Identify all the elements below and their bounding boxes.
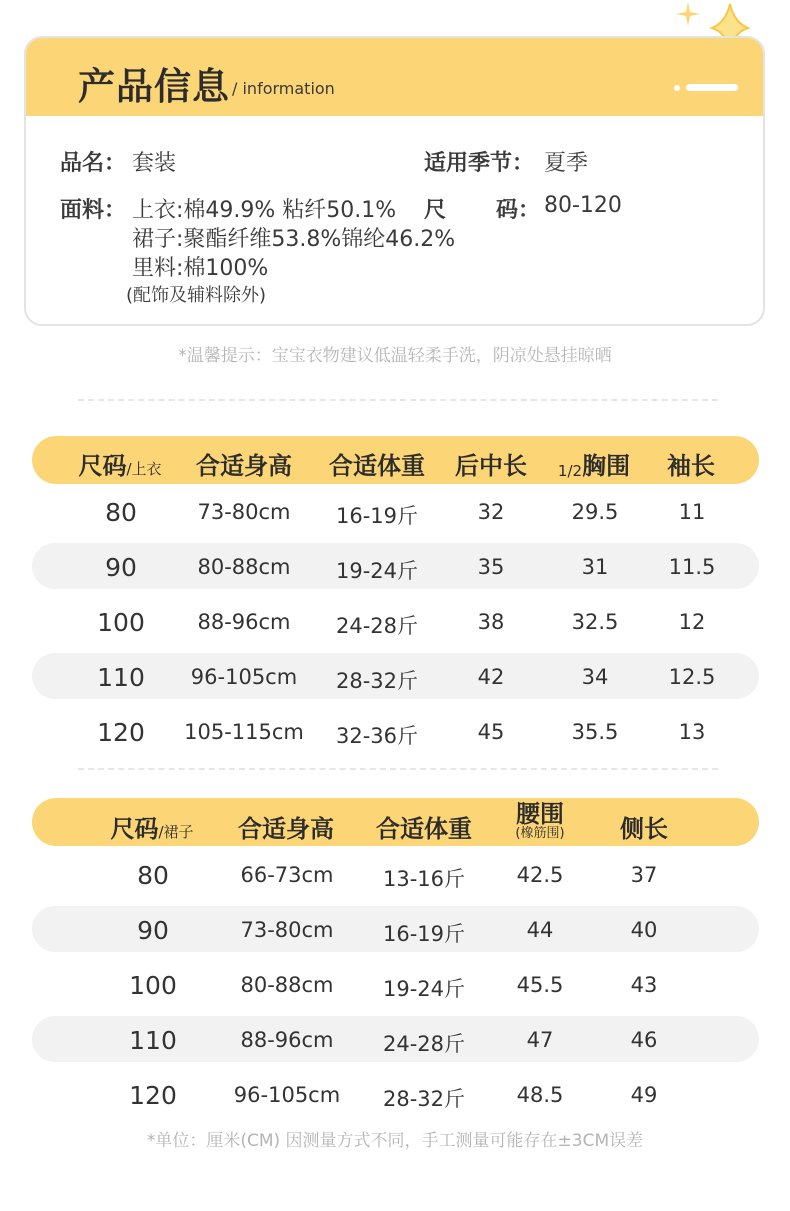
table-cell: 29.5 bbox=[571, 500, 619, 524]
table-cell: 48.5 bbox=[516, 1083, 564, 1107]
table-cell-size: 110 bbox=[97, 663, 145, 692]
table-cell-size: 100 bbox=[129, 971, 177, 1000]
header-dot bbox=[674, 85, 680, 91]
table-cell: 32-36斤 bbox=[335, 724, 419, 748]
table-cell: 24-28斤 bbox=[335, 614, 419, 638]
table-cell: 35.5 bbox=[571, 720, 619, 744]
skirt-header-weight: 合适体重 bbox=[376, 815, 472, 843]
table-cell: 11.5 bbox=[668, 555, 716, 579]
top-header-chest-text: 胸围 bbox=[582, 452, 631, 480]
table-cell-size: 90 bbox=[137, 916, 169, 945]
skirt-header-size-suffix: /裙子 bbox=[158, 823, 194, 841]
table-cell: 19-24斤 bbox=[335, 559, 419, 583]
table-cell: 35 bbox=[477, 555, 505, 579]
top-header-size-suffix: /上衣 bbox=[126, 460, 162, 478]
skirt-header-waist-note: (橡筋围) bbox=[515, 826, 565, 841]
table-cell: 47 bbox=[526, 1028, 554, 1052]
size-label-char-2: 码： bbox=[496, 198, 541, 223]
table-cell-size: 120 bbox=[129, 1081, 177, 1110]
table-cell: 11 bbox=[678, 500, 706, 524]
table-cell: 105-115cm bbox=[184, 720, 304, 744]
skirt-header-size bbox=[110, 809, 193, 844]
top-header-chest bbox=[558, 446, 630, 481]
top-header-height: 合适身高 bbox=[196, 452, 292, 480]
table-cell: 24-28斤 bbox=[382, 1032, 466, 1056]
table-cell: 42.5 bbox=[516, 863, 564, 887]
table-cell: 88-96cm bbox=[197, 610, 291, 634]
table-cell: 44 bbox=[526, 918, 554, 942]
skirt-header-side-length: 侧长 bbox=[620, 815, 668, 843]
season-label: 适用季节： bbox=[424, 151, 535, 176]
card-title: 产品信息 bbox=[78, 65, 230, 108]
card-header bbox=[26, 38, 763, 116]
table-cell: 45.5 bbox=[516, 973, 564, 997]
fabric-note: (配饰及辅料除外) bbox=[126, 285, 267, 306]
table-cell-size: 120 bbox=[97, 718, 145, 747]
table-cell: 73-80cm bbox=[240, 918, 334, 942]
fabric-label: 面料： bbox=[60, 198, 127, 223]
table-cell: 46 bbox=[630, 1028, 658, 1052]
season-value: 夏季 bbox=[544, 151, 589, 176]
table-cell: 73-80cm bbox=[197, 500, 291, 524]
top-header-weight: 合适体重 bbox=[329, 452, 425, 480]
table-cell: 45 bbox=[477, 720, 505, 744]
table-cell: 80-88cm bbox=[197, 555, 291, 579]
care-tip: *温馨提示：宝宝衣物建议低温轻柔手洗，阴凉处悬挂晾晒 bbox=[178, 346, 612, 366]
skirt-header-size-text: 尺码 bbox=[110, 815, 159, 843]
skirt-header-waist bbox=[515, 801, 564, 841]
table-cell: 16-19斤 bbox=[335, 504, 419, 528]
table-cell: 40 bbox=[630, 918, 658, 942]
card-subtitle: / information bbox=[232, 79, 335, 98]
table-cell: 32.5 bbox=[571, 610, 619, 634]
top-header-size-text: 尺码 bbox=[78, 452, 127, 480]
table-cell: 12 bbox=[678, 610, 706, 634]
top-header-sleeve: 袖长 bbox=[667, 452, 715, 480]
name-label: 品名： bbox=[60, 151, 127, 176]
table-cell-size: 80 bbox=[137, 861, 169, 890]
skirt-header-height: 合适身高 bbox=[238, 815, 334, 843]
name-value: 套装 bbox=[132, 151, 177, 176]
top-header-chest-prefix: 1/2 bbox=[557, 462, 583, 480]
top-header-size bbox=[78, 446, 161, 481]
table-cell-size: 90 bbox=[105, 553, 137, 582]
table-cell: 96-105cm bbox=[190, 665, 298, 689]
table-cell: 13-16斤 bbox=[382, 867, 466, 891]
table-cell: 42 bbox=[477, 665, 505, 689]
product-info-card bbox=[24, 36, 765, 326]
table-cell: 80-88cm bbox=[240, 973, 334, 997]
table-cell: 96-105cm bbox=[233, 1083, 341, 1107]
fabric-line-top: 上衣:棉49.9% 粘纤50.1% bbox=[132, 198, 397, 223]
table-cell: 34 bbox=[581, 665, 609, 689]
table-cell: 31 bbox=[581, 555, 609, 579]
unit-footnote: *单位：厘米(CM) 因测量方式不同，手工测量可能存在±3CM误差 bbox=[146, 1131, 644, 1151]
top-header-back-length: 后中长 bbox=[455, 452, 527, 480]
size-label-char-1: 尺 bbox=[424, 198, 447, 223]
header-bar bbox=[686, 84, 738, 91]
table-cell: 28-32斤 bbox=[335, 669, 419, 693]
table-cell: 37 bbox=[630, 863, 658, 887]
fabric-line-skirt: 裙子:聚酯纤维53.8%锦纶46.2% bbox=[132, 227, 456, 252]
divider bbox=[78, 768, 718, 770]
table-cell: 43 bbox=[630, 973, 658, 997]
table-cell: 38 bbox=[477, 610, 505, 634]
table-cell-size: 80 bbox=[105, 498, 137, 527]
table-cell-size: 110 bbox=[129, 1026, 177, 1055]
table-cell: 32 bbox=[477, 500, 505, 524]
skirt-header-waist-text: 腰围 bbox=[516, 800, 564, 828]
divider bbox=[78, 399, 718, 401]
table-cell: 12.5 bbox=[668, 665, 716, 689]
table-cell: 13 bbox=[678, 720, 706, 744]
table-cell: 49 bbox=[630, 1083, 658, 1107]
table-cell: 19-24斤 bbox=[382, 977, 466, 1001]
table-cell: 88-96cm bbox=[240, 1028, 334, 1052]
table-cell: 16-19斤 bbox=[382, 922, 466, 946]
fabric-line-lining: 里料:棉100% bbox=[132, 256, 269, 281]
size-range-value: 80-120 bbox=[544, 193, 622, 218]
table-cell: 66-73cm bbox=[240, 863, 334, 887]
table-cell: 28-32斤 bbox=[382, 1087, 466, 1111]
table-cell-size: 100 bbox=[97, 608, 145, 637]
